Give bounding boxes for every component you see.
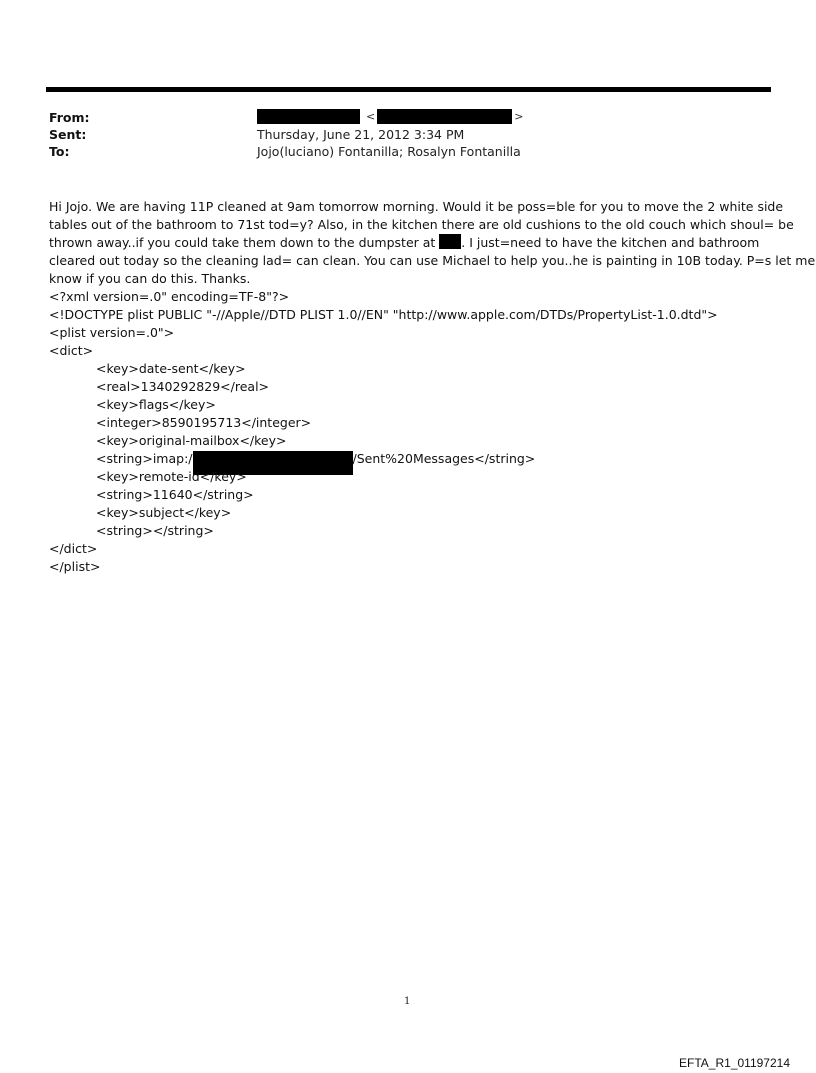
from-value	[257, 108, 525, 125]
redaction-block	[377, 109, 512, 124]
from-close-bracket: >	[514, 110, 524, 123]
to-label: To:	[49, 144, 70, 159]
plist-line: <?xml version=.0" encoding=TF-8"?>	[49, 289, 290, 304]
message-line: know if you can do this. Thanks.	[49, 271, 251, 286]
from-open-bracket: <	[365, 110, 376, 123]
message-line: cleared out today so the cleaning lad= can clean. You can use Michael to help you..he is painting in 10B today. P=s let me	[49, 253, 816, 268]
to-value: Jojo(luciano) Fontanilla; Rosalyn Fontanilla	[257, 144, 521, 159]
message-line: tables out of the bathroom to 71st tod=y? Also, in the kitchen there are old cushions to the old couch which shoul= be	[49, 217, 794, 232]
message-fragment: thrown away..if you could take them down to the dumpster at	[49, 235, 440, 250]
plist-line: <key>subject</key>	[96, 505, 232, 520]
header-rule	[46, 87, 771, 92]
plist-line: <string>11640</string>	[96, 487, 254, 502]
plist-line: <plist version=.0">	[49, 325, 175, 340]
plist-line: </plist>	[49, 559, 101, 574]
message-line: Hi Jojo. We are having 11P cleaned at 9am tomorrow morning. Would it be poss=ble for you to move the 2 white side	[49, 199, 784, 214]
message-fragment: . I just=need to have the kitchen and bathroom	[461, 235, 760, 250]
plist-line: <key>flags</key>	[96, 397, 216, 412]
plist-line: <!DOCTYPE plist PUBLIC "-//Apple//DTD PLIST 1.0//EN" "http://www.apple.com/DTDs/PropertyList-1.0.dtd">	[49, 307, 718, 322]
plist-line: </dict>	[49, 541, 98, 556]
redaction-block	[257, 109, 360, 124]
plist-line: <real>1340292829</real>	[96, 379, 270, 394]
sent-value: Thursday, June 21, 2012 3:34 PM	[257, 127, 465, 142]
plist-fragment: /Sent%20Messages</string>	[352, 451, 536, 466]
plist-line: <key>original-mailbox</key>	[96, 433, 287, 448]
redaction-block	[439, 234, 461, 249]
sent-label: Sent:	[49, 127, 87, 142]
bates-number: EFTA_R1_01197214	[679, 1056, 790, 1070]
page-number: 1	[404, 996, 411, 1007]
plist-line: <key>date-sent</key>	[96, 361, 246, 376]
plist-line: <integer>8590195713</integer>	[96, 415, 312, 430]
plist-line: <key>remote-id</key>	[96, 469, 247, 484]
message-body	[49, 198, 816, 576]
from-label: From:	[49, 110, 90, 125]
message-line	[49, 234, 779, 252]
plist-fragment: <string>imap:/	[96, 451, 193, 466]
plist-line	[49, 450, 779, 468]
plist-line: <string></string>	[96, 523, 214, 538]
plist-line: <dict>	[49, 343, 94, 358]
